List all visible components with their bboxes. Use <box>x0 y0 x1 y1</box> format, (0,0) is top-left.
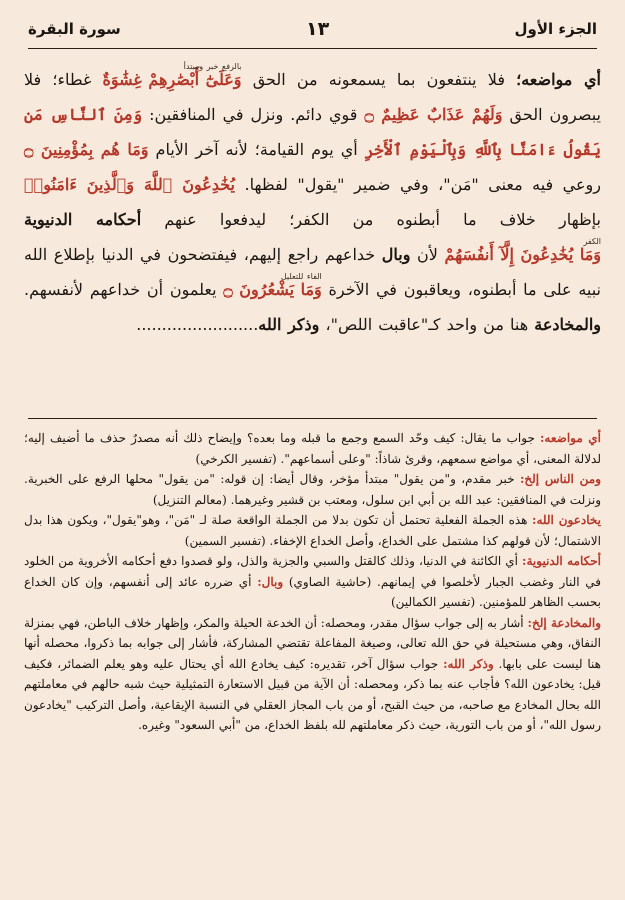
quran-verse: وَمَا يَشْعُرُونَ ۝ <box>223 280 322 299</box>
commentary-keyword: وبال <box>381 245 411 264</box>
commentary-text: بإظهار خلاف ما أبطنوه من الكفر؛ ليدفعوا عنهم <box>141 210 602 229</box>
footnote-heading: وبال: <box>257 574 284 589</box>
continuation-dots: ........................ <box>136 315 259 334</box>
commentary-keyword: أحكامه الدنيوية <box>24 210 142 229</box>
glossed-verse <box>223 272 322 299</box>
footnote <box>24 510 601 551</box>
footnote <box>24 469 601 510</box>
footnotes <box>24 428 601 888</box>
footnote-divider <box>28 418 597 419</box>
footnote-text: أي الكائنة في الدنيا، وذلك كالقتل والسبي والجزية والذل، ولو قصدوا دفع أحكامه الأخروية من الخلود في النار وغضب الجبار لأخلصوا في إيمانهم. (حاشية الصاوي) <box>24 554 601 589</box>
commentary-headword: أي مواضعه؛ <box>516 70 601 89</box>
quran-verse: وَمَا هُم بِمُؤْمِنِينَ ۝ <box>24 140 149 159</box>
surah-title: سورة البقرة <box>28 20 121 38</box>
footnote-heading: والمخادعة إلخ: <box>527 615 601 630</box>
commentary-text: أي يوم القيامة؛ لأنه آخر الأيام <box>148 140 365 159</box>
footnote-heading: يخادعون الله: <box>532 513 601 527</box>
commentary-text: لأن <box>410 245 445 264</box>
commentary-keyword: والمخادعة <box>534 315 601 334</box>
glossed-verse <box>102 62 242 89</box>
footnote-heading: وذكر الله: <box>443 656 494 671</box>
main-paragraph <box>24 62 601 342</box>
commentary-text: فلا ينتفعون بما يسمعونه من الحق <box>241 70 517 89</box>
quran-verse: يُخَٰدِعُونَ ٱللَّهَ وَٱلَّذِينَ ءَامَنُوا۟ <box>24 175 236 194</box>
footnote-heading: أحكامه الدنيوية: <box>522 554 601 568</box>
interlinear-gloss: الكفر <box>583 237 602 246</box>
header-divider <box>28 48 597 49</box>
commentary-text: روعي فيه معنى "مَن"، وفي ضمير "يقول" لفظها. <box>235 175 602 194</box>
interlinear-gloss: الفاء للتعليل <box>280 272 322 281</box>
footnote-text: أشار به إلى جواب سؤال مقدر، ومحصله: أن الخدعة الحيلة والمكر، وإظهار خلاف الباطن، فهي بمنزلة النفاق، وهي مستحيلة في حق الله تعالى، وصيغة المفاعلة تقتضي المشاركة، فأشار إلى جوابه بما ذكروا، محصله أنها هنا ليست على بابها. <box>24 615 601 671</box>
commentary-text: قوي دائم. ونزل في المنافقين: <box>142 105 365 124</box>
commentary-text: هنا من واحد كـ"عاقبت اللص"، <box>319 315 535 334</box>
quran-verse: وَمِنَ ٱلنَّاسِ مَن يَقُولُ ءَامَنَّا بِٱللَّهِ وَبِٱلْيَوْمِ ٱلْأَخِرِ <box>24 105 602 159</box>
footnote-text: جواب ما يقال: كيف وحّد السمع وجمع ما قبله وما بعده؟ وإيضاح ذلك أنه مصدرٌ حذف ما أضيف إليه؛ لدلالة المعنى، أي مواضع سمعهم، وقرئ شاذاً: "وعلى أسماعهم". (تفسير الكرخي) <box>24 431 601 466</box>
interlinear-gloss: بالرفع خبر ومبتدأ <box>183 62 242 71</box>
main-commentary <box>24 62 601 414</box>
part-title: الجزء الأول <box>514 20 597 38</box>
commentary-keyword: وذكر الله <box>258 315 320 334</box>
footnote-heading: ومن الناس إلخ: <box>519 472 601 486</box>
footnote <box>24 551 601 613</box>
footnote-text: هذه الجملة الفعلية تحتمل أن تكون بدلا من الجملة الواقعة صلة لـ "مَن"، وهو"يقول"، ويكون هذا بدل الاشتمال؛ لأن قولهم كذا مشتمل على الخداع، وأصل الخداع الإخفاء. (تفسير السمين) <box>24 513 601 548</box>
footnote-text: أي ضرره عائد إلى أنفسهم، وإن كان الخداع بحسب الظاهر للمؤمنين. (تفسير الكمالين) <box>24 574 601 609</box>
page-header <box>28 14 597 44</box>
quran-verse: وَلَهُمْ عَذَابٌ عَظِيمٌ ۝ <box>364 105 503 124</box>
footnote <box>24 428 601 469</box>
footnote-text: جواب سؤال آخر، تقديره: كيف يخادع الله أي يحتال عليه وهو يعلم الضمائر، فكيف قيل: يخادعون الله؟ فأجاب عنه بما ذكر، ومحصله: أن الآية من قبيل الاستعارة التمثيلية حيث شبه حالهم في معاملتهم الله بحال المخادع مع صاحبه، من حيث القبح، أو من باب المجاز العقلي في النسبة الإيقاعية، وأصل التركيب "يخادعون رسول الله"، أو من باب التورية، حيث ذكر معاملتهم لله بلفظ الخداع، من "أبي السعود" وغيره. <box>24 656 601 732</box>
footnote-heading: أي مواضعه: <box>539 431 601 445</box>
quran-verse: وَمَا يُخَٰدِعُونَ إِلَّآ أَنفُسَهُمْ <box>444 245 602 264</box>
commentary-text: غطاء؛ فلا يبصرون الحق <box>24 70 602 124</box>
glossed-verse <box>444 237 602 264</box>
footnote <box>24 613 601 736</box>
quran-verse: وَعَلَىٰٓ أَبْصَٰرِهِمْ غِشَٰوَةٌ <box>102 70 242 89</box>
page-number: ١٣ <box>306 18 330 40</box>
footnote-text: خبر مقدم، و"من يقول" مبتدأ مؤخر، وقال أيضا: إن قوله: "من يقول" محلها الرفع على الخبرية. ونزلت في المنافقين: عبد الله بن أبي ابن سلول، ومعتب بن قشير وغيرهما. (معالم التنزيل) <box>24 472 601 507</box>
commentary-text: خداعهم راجع إليهم، فيفتضحون في الدنيا بإطلاع الله نبيه على ما أبطنوه، ويعاقبون في الآخرة <box>24 245 602 299</box>
commentary-text: يعلمون أن خداعهم لأنفسهم. <box>24 280 224 299</box>
